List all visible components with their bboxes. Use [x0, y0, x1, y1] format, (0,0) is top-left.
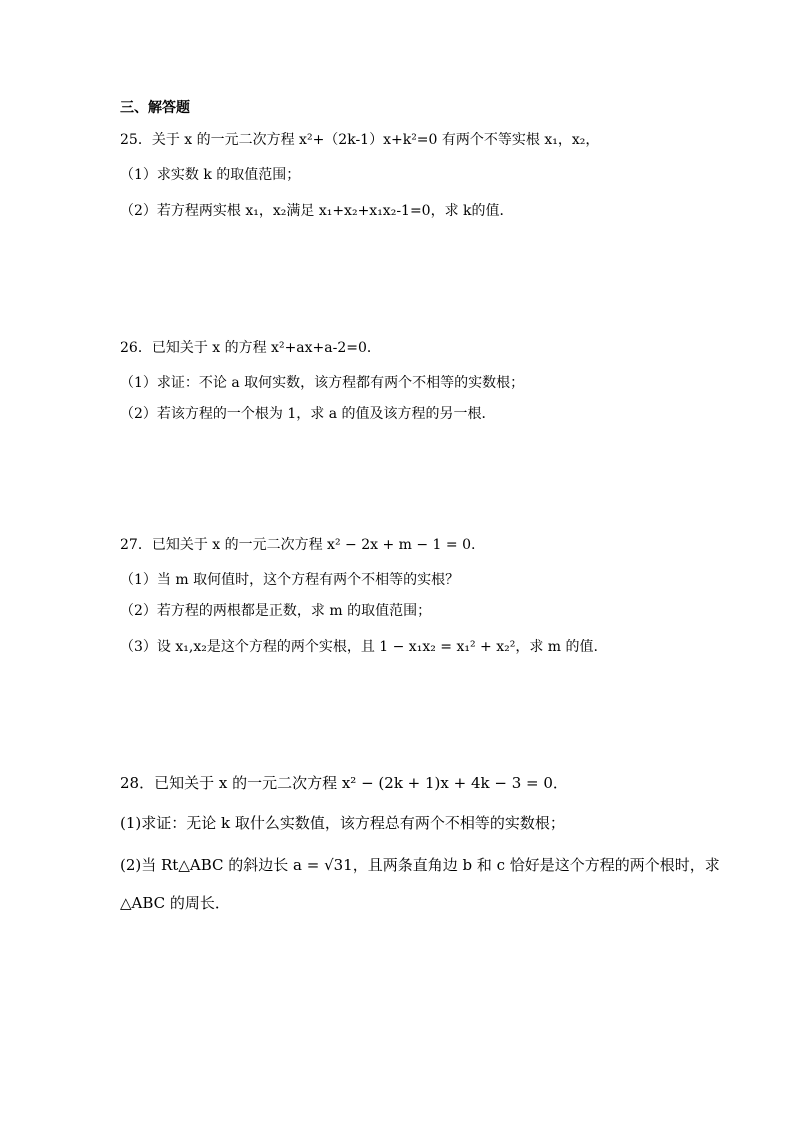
q26-part1: （1）求证：不论 a 取何实数，该方程都有两个不相等的实数根；	[120, 375, 525, 391]
q26-stem: 26．已知关于 x 的方程 x²+ax+a-2=0．	[120, 340, 381, 356]
q25-part2: （2）若方程两实根 x₁，x₂满足 x₁+x₂+x₁x₂-1=0，求 k的值．	[120, 203, 514, 219]
q27-stem: 27．已知关于 x 的一元二次方程 x² − 2x + m − 1 = 0.	[120, 537, 476, 553]
q27-part2: （2）若方程的两根都是正数，求 m 的取值范围；	[120, 603, 432, 619]
q28-part2: (2)当 Rt△ABC 的斜边长 a = √31，且两条直角边 b 和 c 恰好是这个方程的两个根时，求	[120, 856, 720, 874]
q27-part1: （1）当 m 取何值时，这个方程有两个不相等的实根？	[120, 572, 460, 588]
q25-stem: 25．关于 x 的一元二次方程 x²+（2k-1）x+k²=0 有两个不等实根 x₁，x₂，	[120, 132, 600, 148]
q28-stem: 28．已知关于 x 的一元二次方程 x² − (2k + 1)x + 4k − 3 = 0．	[120, 774, 568, 792]
q26-part2: （2）若该方程的一个根为 1，求 a 的值及该方程的另一根．	[120, 406, 496, 422]
q27-part3: （3）设 x₁,x₂是这个方程的两个实根，且 1 − x₁x₂ = x₁² + x₂²，求 m 的值.	[120, 639, 598, 655]
q25-part1: （1）求实数 k 的取值范围；	[120, 167, 301, 183]
q28-part1: (1)求证：无论 k 取什么实数值，该方程总有两个不相等的实数根；	[120, 814, 565, 832]
q28-part3: △ABC 的周长．	[120, 894, 230, 912]
section-heading: 三、解答题	[120, 100, 190, 116]
